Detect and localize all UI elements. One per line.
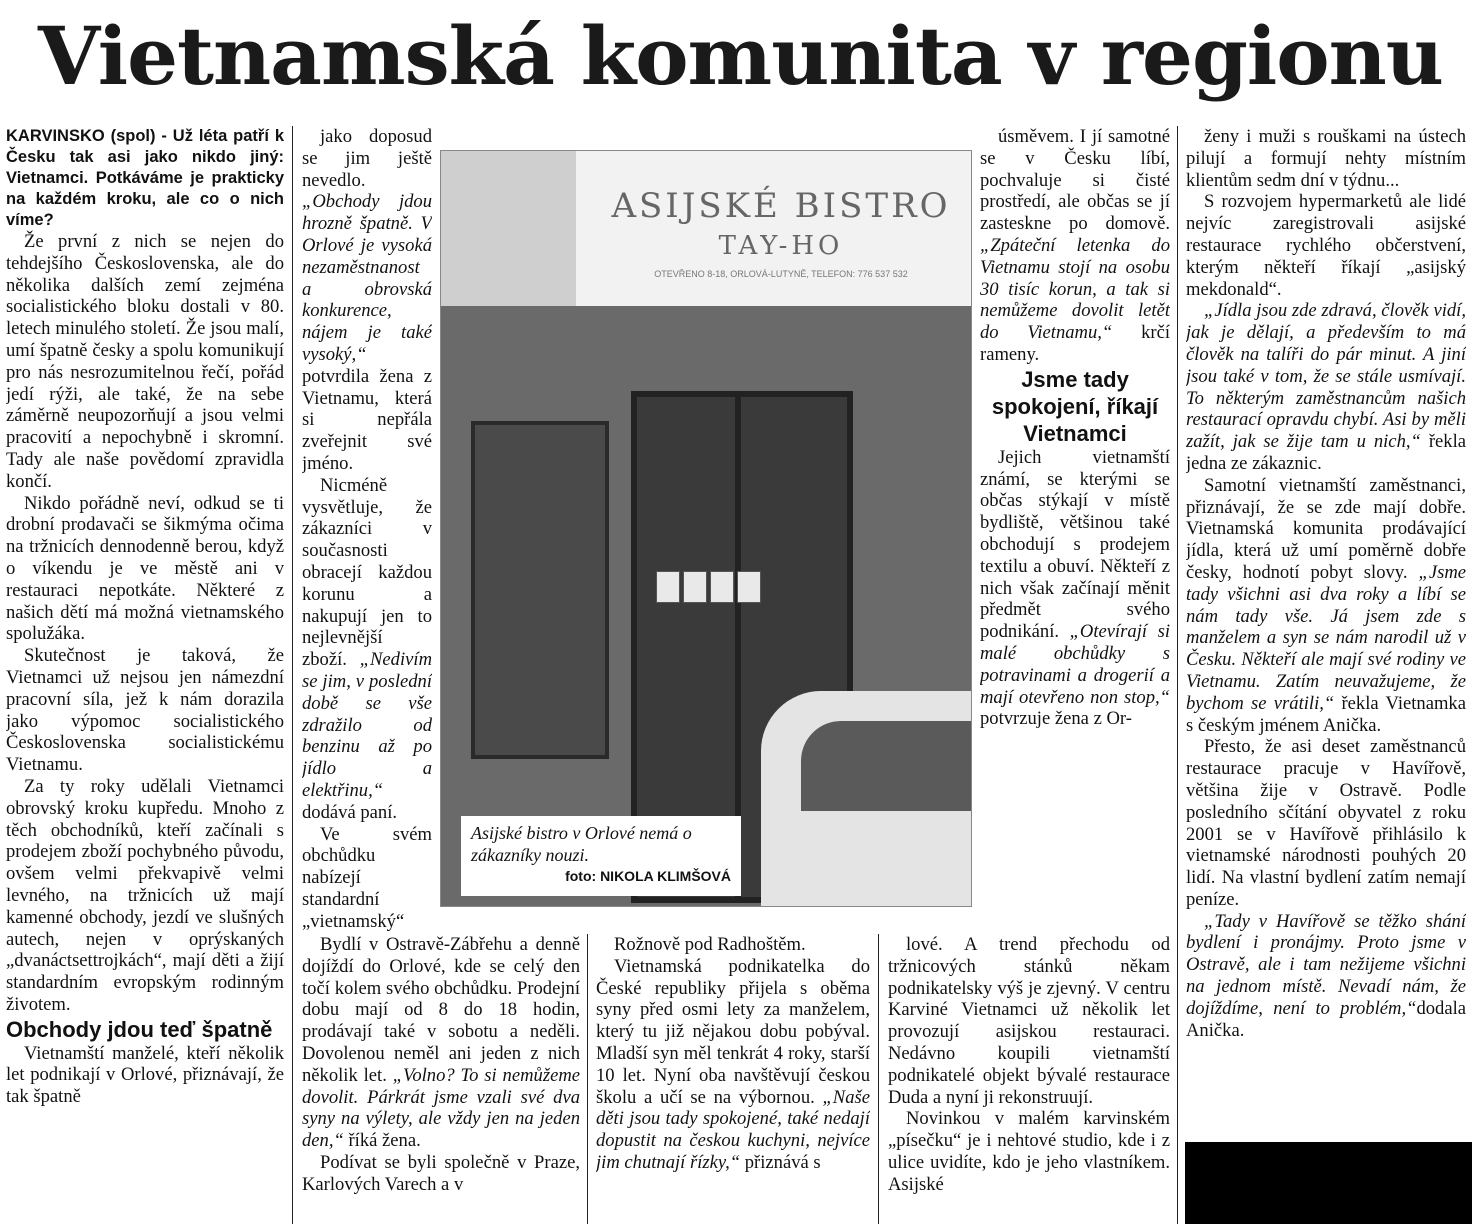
text: krčí rameny. (980, 322, 1170, 365)
paragraph: lové. A trend přechodu od tržnicových stánků někam podnikatelsky výš je zjevný. V centru Karviné Vietnamci už několik let provozují asijskou restauraci. Nedávno koupili vietnamští podnikatelé objekt bývalé restaurace Duda a nyní ji rekonstruují. (888, 934, 1170, 1108)
paragraph: Za ty roky udělali Vietnamci obrovský kroku kupředu. Mnoho z těch obchodníků, kteří začínali s prodejem zboží pochybného původu, ovšem velmi překvapivě velmi levného, na tržnicích už mají kamenné obchody, jezdí ve slušných autech, nejen v oprýskaných „dvanáctsettrojkách“, mají děti a žijí standardním evropským rodinným životem. (6, 775, 284, 1015)
door-notice (737, 571, 761, 603)
photo-caption: Asijské bistro v Orlové nemá o zákazníky nouzi. (471, 823, 692, 865)
paragraph: Přesto, že asi deset zaměstnanců restaurace pracuje v Havířově, většina žije v Ostravě. Podle posledního sčítání obyvatel z roku 2001 se v Havířově přihlásilo k vietnamské národnosti pouhých 20 lidí. Na vlastní bydlení zatím nemají peníze. (1186, 736, 1466, 910)
paragraph: S rozvojem hypermarketů ale lidé nejvíc zaregistrovali asijské restaurace rychlého občerstvení, kterým někteří říkají „asijský mekdonald“. (1186, 191, 1466, 300)
text: jako doposud se jim ještě nevedlo. (302, 126, 432, 191)
door-notice (710, 571, 734, 603)
column-rule (1177, 126, 1178, 1224)
quote: „Zpáteční letenka do Vietnamu stojí na osobu 30 tisíc korun, a tak si nemůžeme dovolit letět do Vietnamu,“ (980, 234, 1170, 344)
shop-window (471, 421, 609, 759)
photo-caption-box (461, 816, 741, 896)
quote: „Jsme tady všichni asi dva roky a líbí se nám tady vše. Já jsem zde s manželem a syn se nám narodil už v Česku. Někteří ale mají své rodiny ve Vietnamu. Zatím neuvažujeme, že bychom se vrátili,“ (1186, 561, 1466, 714)
paragraph: Že první z nich se nejen do tehdejšího Československa, ale do několika dalších zemí zejména socialistického bloku dostali v 80. letech minulého století. Že jsou malí, umí špatně česky a spolu komunikují pro nás nesrozumitelnou řečí, pořád jedí rýži, ale také, že na sebe záměrně neupozorňují a jsou velmi pracovití a nepochybně i skromní. Tady ale naše povědomí zpravidla končí. (6, 231, 284, 492)
photo-credit: foto: NIKOLA KLIMŠOVÁ (565, 868, 731, 884)
column-2 (302, 126, 432, 934)
text: úsměvem. I jí samotné se v Česku líbí, pochvaluje si čisté prostředí, ale občas se jí zasteskne po domově. (980, 126, 1170, 235)
paragraph (1186, 475, 1466, 737)
paragraph (1186, 300, 1466, 474)
photo (440, 150, 972, 907)
door-notice (683, 571, 707, 603)
paragraph (302, 475, 432, 824)
column-rule (587, 934, 588, 1224)
text: řekla jedna ze zákaznic. (1186, 431, 1466, 474)
subheading: Jsme tady spokojení, říkají Vietnamci (991, 366, 1159, 446)
paragraph (302, 126, 432, 475)
paragraph: Podívat se byli společně v Praze, Karlových Varech a v (302, 1151, 580, 1195)
quote: „Otevírají si malé obchůdky s potravinami a drogerií a mají otevřeno non stop,“ (980, 621, 1170, 708)
headline: Vietnamská komunita v regionu (38, 9, 1443, 103)
quote: „Nedivím se jim, v poslední době se vše zdražilo od benzinu až po jídlo a elektřinu,“ (302, 649, 432, 801)
parked-car (761, 691, 972, 907)
paragraph: Ve svém obchůdku nabízejí standardní „vietnamský“ (302, 823, 432, 932)
quote: „Naše děti jsou tady spokojené, také nedají dopustit na českou kuchyni, nejvíce jim chutnají řízky,“ (596, 1086, 870, 1173)
sign-subtitle: TAY-HO (718, 231, 844, 261)
column-2-bottom (302, 934, 580, 1224)
paragraph (302, 934, 580, 1152)
column-1 (6, 126, 284, 1224)
column-3 (596, 934, 870, 1224)
lead-paragraph: KARVINSKO (spol) - Už léta patří k Česku tak asi jako nikdo jiný: Vietnamci. Potkáváme je prakticky na každém kroku, ale co o nich víme? (6, 127, 284, 229)
text: Bydlí v Ostravě-Zábřehu a denně dojíždí do Orlové, kde se celý den točí kolem svého obchůdku. Prodejní dobu mají od 8 do 18 hodin, prodávají také v sobotu a neděli. Dovolenou neměl ani jeden z nich několik let. (302, 934, 580, 1086)
paragraph (1186, 911, 1466, 1042)
sign-title: ASIJSKÉ BISTRO (611, 186, 951, 226)
text: řekla Vietnamka s českým jménem Anička. (1186, 692, 1466, 736)
paragraph (980, 447, 1170, 730)
paragraph: Rožnově pod Radhoštěm. (614, 934, 806, 955)
text: dodala Anička. (1186, 997, 1466, 1041)
car-window (801, 721, 972, 811)
text: říká žena. (343, 1130, 421, 1152)
column-rule (292, 126, 293, 1224)
column-4 (980, 126, 1170, 934)
text: potvrzuje žena z Or- (980, 708, 1132, 730)
column-4-bottom (888, 934, 1170, 1224)
paragraph (980, 126, 1170, 366)
quote: „Volno? To si nemůžeme dovolit. Párkrát jsme vzali své dva syny na výlety, ale vždy jen na jeden den,“ (302, 1064, 580, 1152)
door-notice (656, 571, 680, 603)
text: Vietnamská podnikatelka do České republiky přijela s oběma syny před osmi lety za manželem, který tu již nějakou dobu pobýval. Mladší syn měl tenkrát 4 roky, starší 10 let. Nyní oba navštěvují českou školu a učí se na výbornou. (596, 955, 870, 1108)
bistro-sign (576, 151, 972, 310)
text: potvrdila žena z Vietnamu, která si nepřála zveřejnit své jméno. (302, 365, 432, 474)
paragraph: ženy i muži s rouškami na ústech pilují a formují nehty místním klientům sedm dní v týdnu... (1186, 126, 1466, 191)
subheading: Obchody jdou teď špatně (6, 1016, 273, 1042)
quote: „Obchody jdou hrozně špatně. V Orlové je vysoká nezaměstnanost a obrovská konkurence, nájem je také vysoký,“ (302, 191, 432, 365)
text: Nicméně vysvětluje, že zákazníci v současnosti obracejí každou korunu a nakupují jen to nejlevnější zboží. (302, 474, 432, 671)
text: Samotní vietnamští zaměstnanci, přiznávají, že se zde mají dobře. Vietnamská komunita prodávající jídla, která už umí poměrně dobře česky, hodnotí pobyt slovy. (1186, 474, 1466, 583)
text: dodává paní. (302, 801, 398, 823)
paragraph: Vietnamští manželé, kteří několik let podnikají v Orlové, přiznávají, že tak špatně (6, 1042, 284, 1108)
quote: „Jídla jsou zde zdravá, člověk vidí, jak je dělají, a především to má člověk na talíři do pár minut. A jiní jsou také v tom, že se stále usmívají. To některým zaměstnancům našich restaurací opravdu chybí. Asi by měli zažít, jak se žije tam u nich,“ (1186, 300, 1466, 453)
quote: „Tady v Havířově se těžko shání bydlení i pronájmy. Proto jsme v Ostravě, ale i tam nežijeme všichni na jednom místě. Nevadí nám, že dojíždíme, není to problém,“ (1186, 910, 1466, 1019)
text: přiznává s (740, 1151, 821, 1173)
paragraph: Nikdo pořádně neví, odkud se ti drobní prodavači se šikmýma očima na tržnicích dennodenně berou, když o víkendu je ve městě ani v restauraci nepotkáte. Některé z našich dětí má možná vietnamského spolužáka. (6, 492, 284, 645)
paragraph (596, 956, 870, 1174)
sign-small-print: OTEVŘENO 8-18, ORLOVÁ-LUTYNĚ, TELEFON: 776 537 532 (654, 269, 908, 279)
paragraph: Novinkou v malém karvinském „písečku“ je i nehtové studio, kde i z ulice uvidíte, kdo je jeho vlastníkem. Asijské (888, 1108, 1170, 1195)
column-5 (1186, 126, 1466, 1138)
column-rule (878, 934, 879, 1224)
black-redaction-box (1185, 1142, 1472, 1224)
text: Jejich vietnamští známí, se kterými se občas stýkají v místě bydliště, většinou také obchodují s prodejem textilu a obuví. Někteří z nich však začínají měnit předmět svého podnikání. (980, 446, 1170, 643)
paragraph: Skutečnost je taková, že Vietnamci už nejsou jen námezdní pracovní síla, jež k nám dorazila jako výpomoc socialistického Československa socialistickému Vietnamu. (6, 645, 284, 776)
